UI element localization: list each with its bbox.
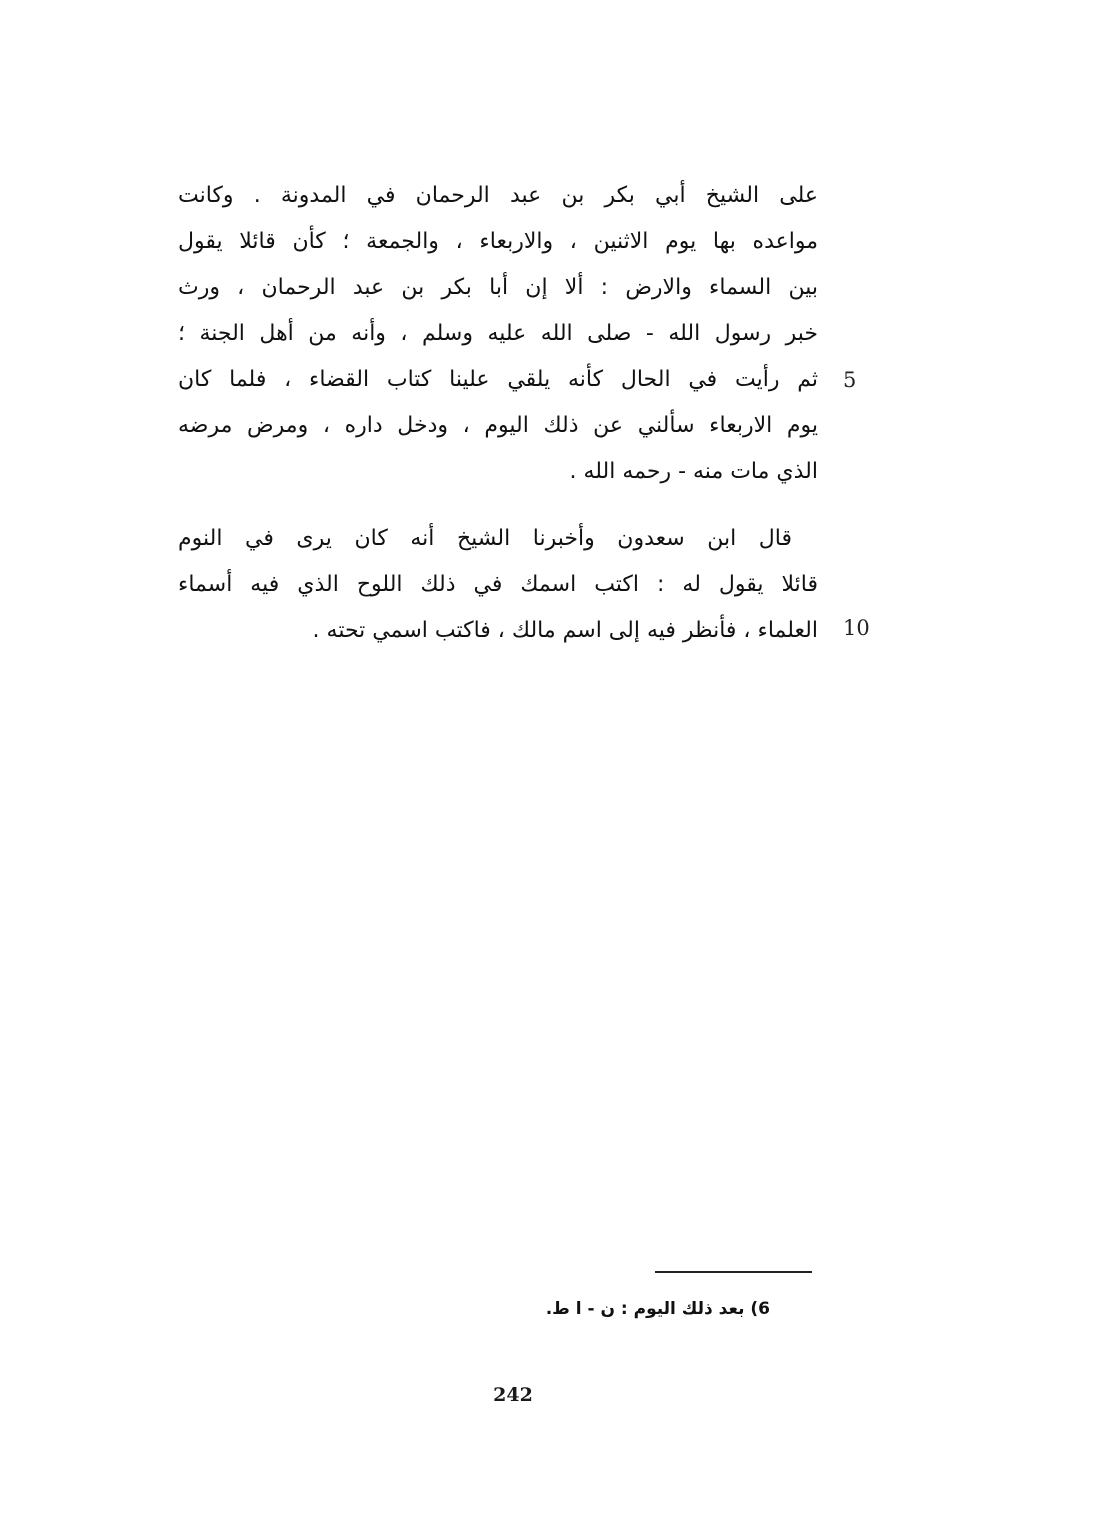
text-line: قال ابن سعدون وأخبرنا الشيخ أنه كان يرى في النوم — [178, 526, 792, 551]
text-line: العلماء ، فأنظر فيه إلى اسم مالك ، فاكتب اسمي تحته . — [312, 618, 818, 643]
paragraph-2 — [178, 516, 818, 654]
text-line: الذي مات منه - رحمه الله . — [569, 459, 818, 484]
text-line: خبر رسول الله - صلى الله عليه وسلم ، وأنه من أهل الجنة ؛ — [178, 321, 818, 346]
paragraph-1 — [178, 173, 818, 495]
text-line: ثم رأيت في الحال كأنه يلقي علينا كتاب القضاء ، فلما كان — [178, 367, 818, 392]
text-line: على الشيخ أبي بكر بن عبد الرحمان في المدونة . وكانت — [178, 183, 818, 208]
text-line: بين السماء والارض : ألا إن أبا بكر بن عبد الرحمان ، ورث — [178, 275, 818, 300]
text-line: يوم الاربعاء سألني عن ذلك اليوم ، ودخل داره ، ومرض مرضه — [178, 413, 818, 438]
footnote-divider — [655, 1271, 812, 1273]
text-line: مواعده بها يوم الاثنين ، والاربعاء ، والجمعة ؛ كأن قائلا يقول — [178, 229, 818, 254]
line-number-10: 10 — [843, 616, 870, 640]
page-number: 242 — [493, 1384, 533, 1406]
line-number-5: 5 — [843, 368, 857, 392]
text-line: قائلا يقول له : اكتب اسمك في ذلك اللوح الذي فيه أسماء — [178, 572, 818, 597]
footnote: 6) بعد ذلك اليوم : ن - ا ط. — [545, 1299, 770, 1319]
